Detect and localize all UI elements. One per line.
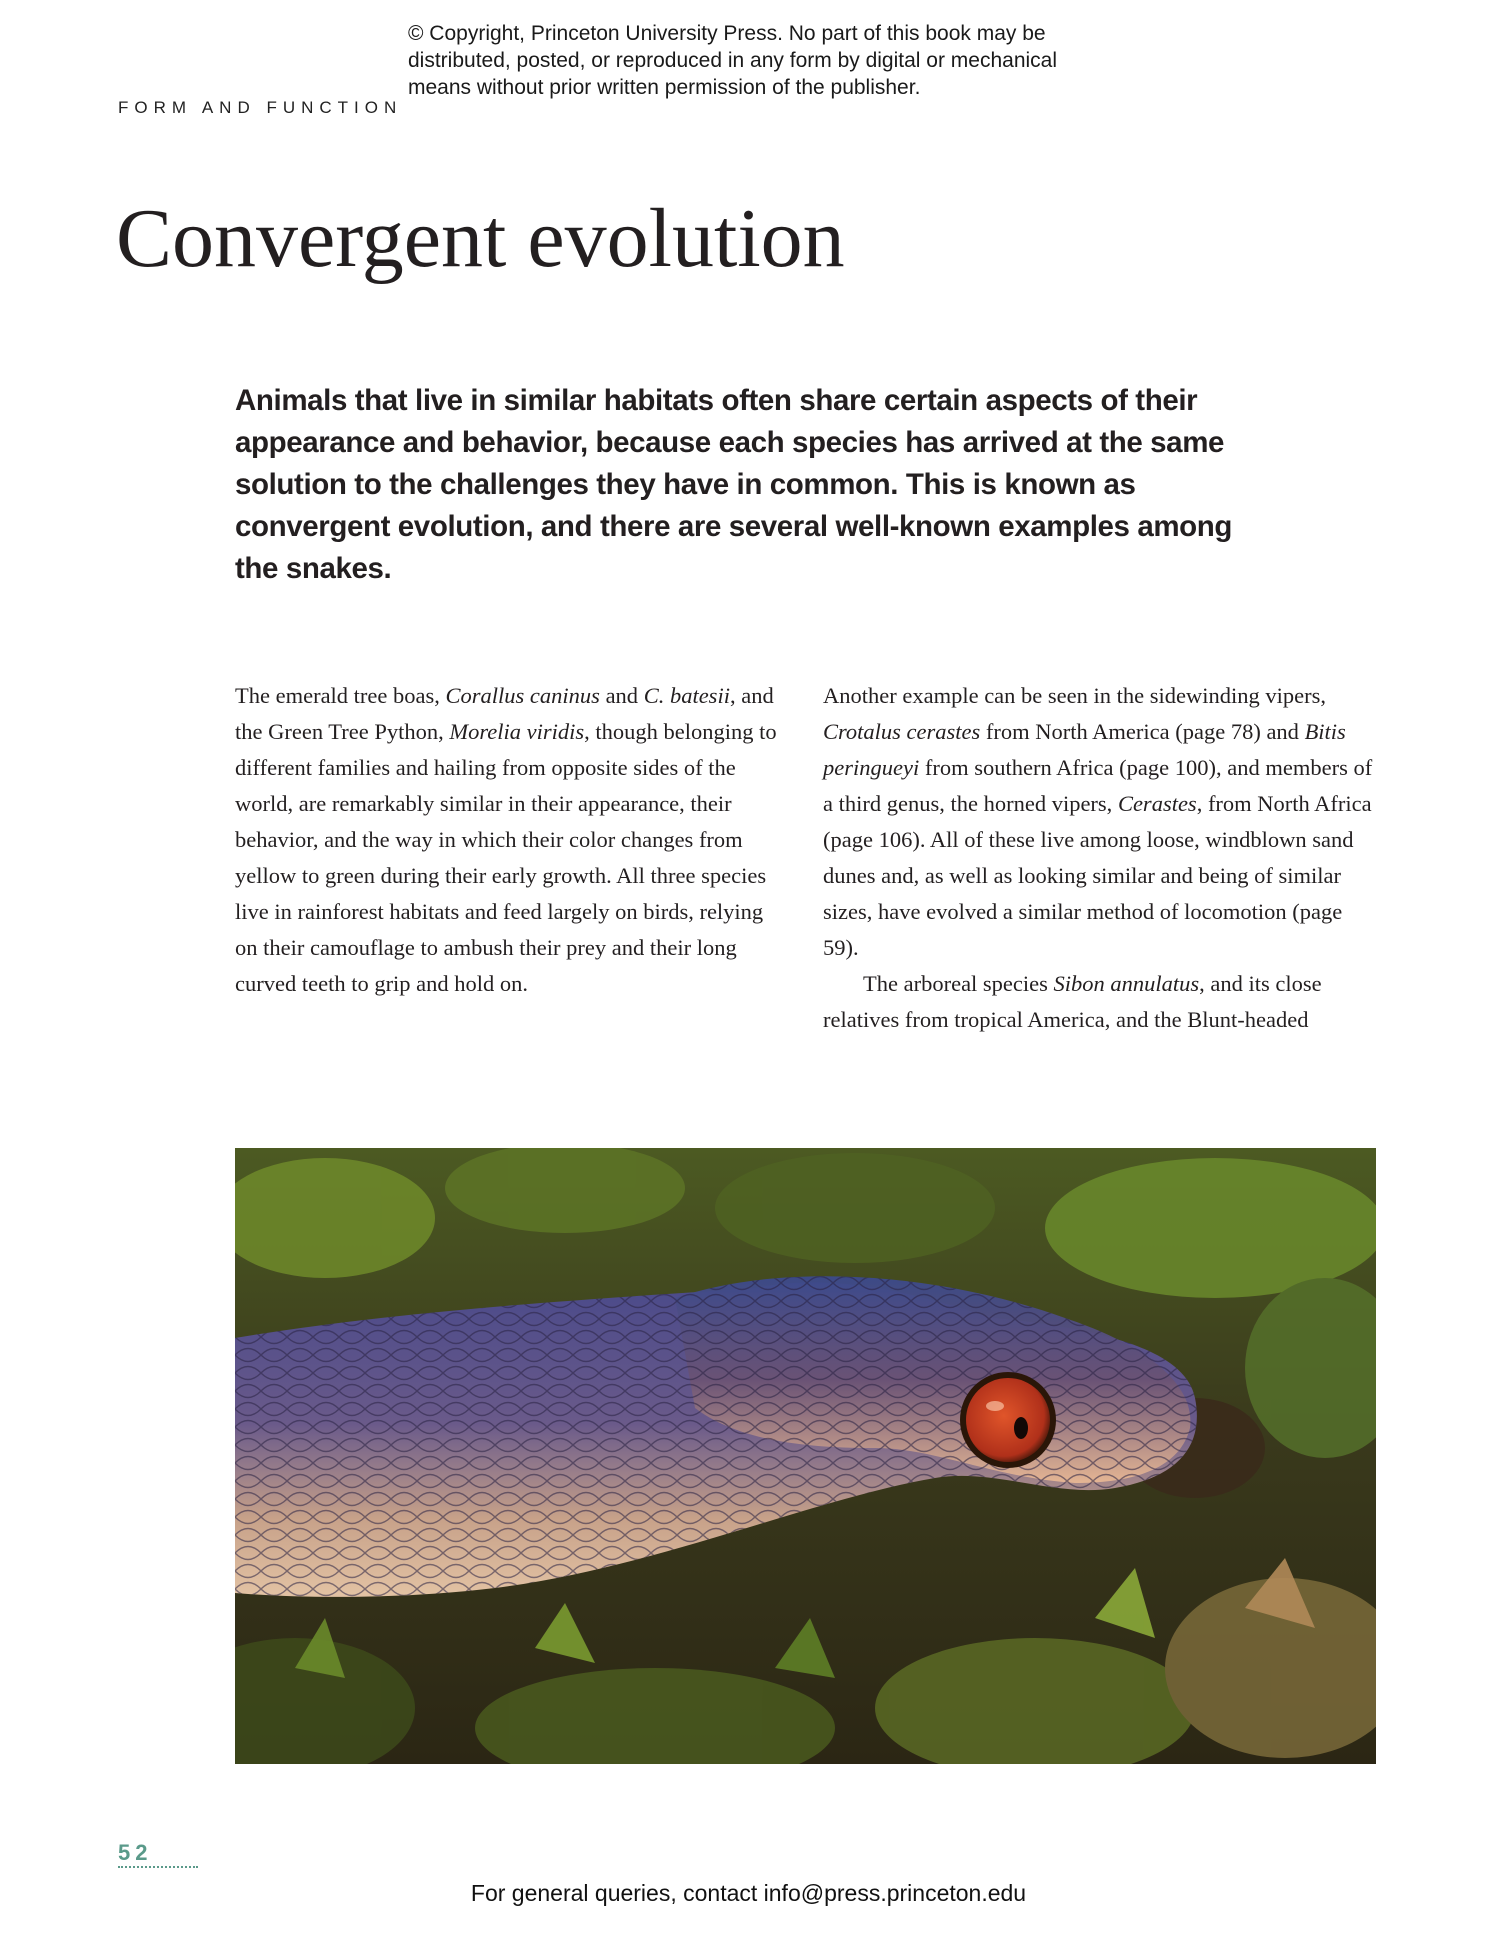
body-text: , and its close relatives from tropical America, and the Blunt-headed [823,971,1322,1032]
body-text: , though belonging to different families and hailing from opposite sides of the world, are remarkably similar in their appearance, their behavior, and the way in which their color changes from yellow to green during their early growth. All three species live in rainforest habitats and feed largely on birds, relying on their camouflage to ambush their prey and their long curved teeth to grip and hold on. [235,719,777,996]
body-text: , from North Africa (page 106). All of these live among loose, windblown sand dunes and, as well as looking similar and being of similar sizes, have evolved a similar method of locomotion (page 59). [823,791,1372,960]
copyright-line: distributed, posted, or reproduced in any form by digital or mechanical [408,49,1058,72]
body-column-right [823,678,1378,1038]
species-name: Corallus caninus [445,683,600,708]
copyright-notice [408,20,1128,101]
species-name: Morelia viridis [449,719,585,744]
species-name: Sibon annulatus [1053,971,1200,996]
body-text: The arboreal species [863,971,1054,996]
body-text: from North America (page 78) and [980,719,1305,744]
page-number: 52 [118,1840,153,1865]
body-paragraph [823,678,1378,966]
copyright-line: means without prior written permission of the publisher. [408,76,921,99]
footer-contact: For general queries, contact info@press.princeton.edu [470,1880,1027,1906]
body-text: The emerald tree boas, [235,683,446,708]
snake-photograph [235,1148,1376,1764]
page-number-dots [118,1866,198,1868]
copyright-line: © Copyright, Princeton University Press. No part of this book may be [408,22,1046,45]
running-head: FORM AND FUNCTION [118,98,403,117]
body-text: Another example can be seen in the sidewinding vipers, [823,683,1326,708]
body-paragraph [823,966,1378,1038]
species-name: Bitis peringueyi [823,719,1346,780]
intro-paragraph: Animals that live in similar habitats often share certain aspects of their appearance and behavior, because each species has arrived at the same solution to the challenges they have in common. This is known as convergent evolution, and there are several well-known examples among the snakes. [235,384,1233,585]
body-text: from southern Africa (page 100), and members of a third genus, the horned vipers, [823,755,1373,816]
page-title: Convergent evolution [116,192,845,285]
species-name: Crotalus cerastes [823,719,981,744]
body-text: and [599,683,644,708]
genus-name: Cerastes [1117,791,1197,816]
body-column-left [235,678,790,1002]
body-text: , and the Green Tree Python, [235,683,774,744]
body-paragraph [235,678,790,1002]
species-name: C. batesii [643,683,730,708]
